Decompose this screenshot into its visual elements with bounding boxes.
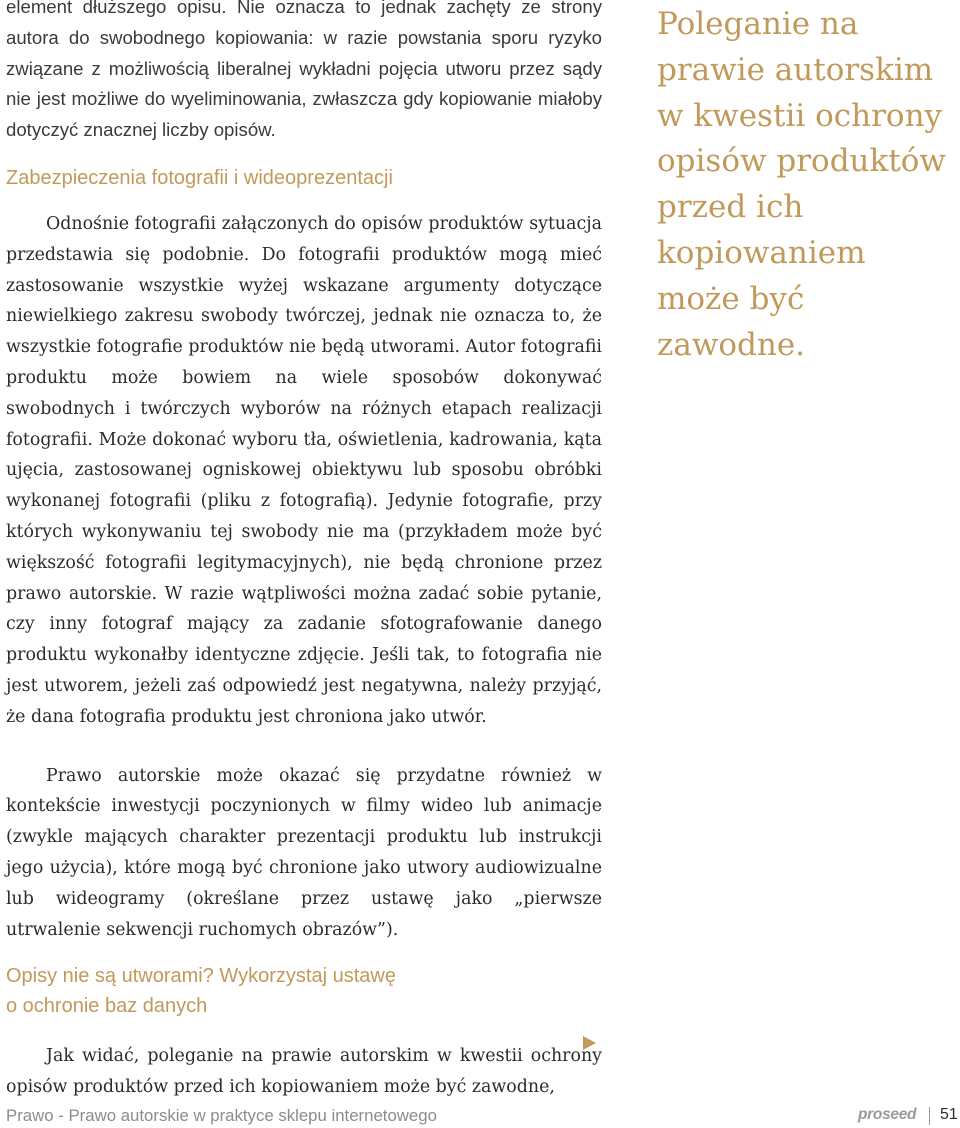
- footer-running-title: Prawo - Prawo autorskie w praktyce sklepu internetowego: [6, 1106, 437, 1125]
- intro-paragraph: element dłuższego opisu. Nie oznacza to jednak zachęty ze strony autora do swobodnego kopiowania: w razie powstania sporu ryzyko związane z możliwością liberalnej wykładni pojęcia utworu przez sądy nie jest możliwe do wyeliminowania, zwłaszcza gdy kopiowanie miałoby dotyczyć znacznej liczby opisów.: [6, 0, 602, 141]
- video-paragraph-text: Prawo autorskie może okazać się przydatne również w kontekście inwestycji poczynionych w filmy wideo lub animacje (zwykle mających charakter prezentacji produktu lub instrukcji jego użycia), które mogą być chronione jako utwory audiowizualne lub wideogramy (określane przez ustawę jako „pierwsze utrwalenie sekwencji ruchomych obrazów”).: [6, 765, 602, 940]
- photos-paragraph: [6, 209, 602, 733]
- footer-divider: [929, 1107, 930, 1125]
- descriptions-section-heading: [6, 961, 602, 1021]
- photos-paragraph-text: Odnośnie fotografii załączonych do opisów produktów sytuacja przedstawia się podobnie. Do fotografii produktów mogą mieć zastosowanie wszystkie wyżej wskazane argumenty dotyczące niewielkiego zakresu swobody twórczej, jednak nie oznacza to, że wszystkie fotografie produktów nie będą utworami. Autor fotografii produktu może bowiem na wiele sposobów dokonywać swobodnych i twórczych wyborów na różnych etapach realizacji fotografii. Może dokonać wyboru tła, oświetlenia, kadrowania, kąta ujęcia, zastosowanej ogniskowej obiektywu lub sposobu obróbki wykonanej fotografii (pliku z fotografią). Jedynie fotografie, przy których wykonywaniu tej swobody nie ma (przykładem może być większość fotografii legitymacyjnych), nie będą chronione przez prawo autorskie. W razie wątpliwości można zadać sobie pytanie, czy inny fotograf mający za zadanie sfotografowanie danego produktu wykonałby identyczne zdjęcie. Jeśli tak, to fotografia nie jest utworem, jeżeli zaś odpowiedź jest negatywna, należy przyjąć, że dana fotografia produktu jest chroniona jako utwór.: [6, 213, 602, 727]
- final-paragraph-text: Jak widać, poleganie na prawie autorskim w kwestii ochrony opisów produktów przed ich kopiowaniem może być zawodne,: [6, 1046, 602, 1098]
- continue-arrow-icon: [583, 1036, 596, 1050]
- photos-section-heading: Zabezpieczenia fotografii i wideoprezentacji: [6, 166, 393, 189]
- descriptions-heading-line2: o ochronie baz danych: [6, 995, 208, 1018]
- page-number: 51: [940, 1106, 958, 1123]
- main-column: [6, 0, 602, 1103]
- page-footer: [0, 1098, 960, 1128]
- descriptions-heading-line1: Opisy nie są utworami? Wykorzystaj ustawę: [6, 965, 396, 988]
- final-paragraph: [6, 1041, 602, 1103]
- video-paragraph: [6, 761, 602, 946]
- proseed-logo: proseed: [858, 1106, 917, 1123]
- pull-quote: Poleganie na prawie autorskim w kwestii ochrony opisów produktów przed ich kopiowaniem może być zawodne.: [657, 6, 946, 363]
